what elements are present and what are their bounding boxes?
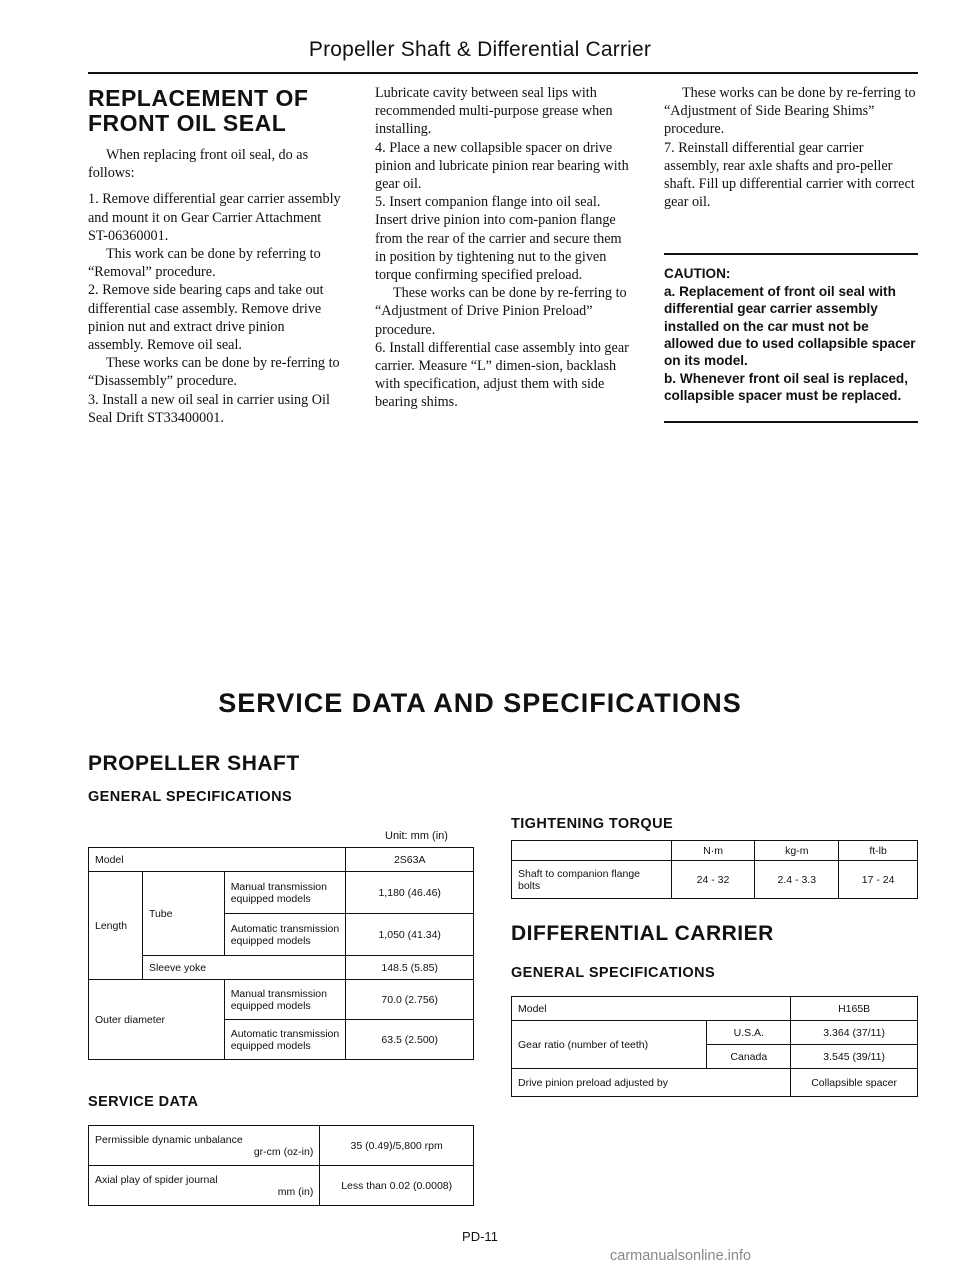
step-7: 7. Reinstall differential gear carrier assembly, rear axle shafts and pro-peller shaft. Fill up differential carrier with correct gear oil. bbox=[664, 139, 915, 211]
intro-text: When replacing front oil seal, do as follows: bbox=[88, 147, 309, 182]
step-2-note: These works can be done by re-ferring to “Disassembly” procedure. bbox=[88, 355, 340, 390]
header-rule bbox=[88, 72, 918, 74]
service-data-table bbox=[88, 1125, 474, 1206]
caution-a: a. Replacement of front oil seal with differential gear carrier assembly installed on the car must not be allowed due to used collapsible spacer on its model. bbox=[664, 283, 916, 369]
table-row: N·m kg-m ft-lb bbox=[512, 841, 918, 861]
unit-label: Unit: mm (in) bbox=[385, 830, 448, 842]
caution-bottom-rule bbox=[664, 421, 918, 423]
table-row: Sleeve yoke 148.5 (5.85) bbox=[89, 956, 474, 980]
column-1 bbox=[88, 86, 343, 427]
step-1-note: This work can be done by referring to “Removal” procedure. bbox=[88, 246, 321, 281]
caution-block bbox=[664, 265, 918, 404]
table-row: Canada 3.545 (39/11) bbox=[512, 1045, 918, 1069]
section-title: REPLACEMENT OF FRONT OIL SEAL bbox=[88, 85, 309, 136]
propeller-shaft-title: PROPELLER SHAFT bbox=[88, 752, 300, 775]
table-row: Automatic transmission equipped models 63.5 (2.500) bbox=[89, 1020, 474, 1060]
step-4: 4. Place a new collapsible spacer on drive pinion and lubricate pinion rear bearing with gear oil. bbox=[375, 139, 629, 193]
page-number: PD-11 bbox=[462, 1229, 498, 1244]
table-row: Drive pinion preload adjusted by Collapsible spacer bbox=[512, 1069, 918, 1097]
caution-title: CAUTION: bbox=[664, 266, 731, 282]
general-specs-title: GENERAL SPECIFICATIONS bbox=[88, 789, 293, 805]
table-row: Outer diameter Manual transmission equipped models 70.0 (2.756) bbox=[89, 980, 474, 1020]
page-header: Propeller Shaft & Differential Carrier bbox=[308, 38, 652, 61]
step-5-note: These works can be done by re-ferring to “Adjustment of Drive Pinion Preload” procedure. bbox=[375, 285, 627, 338]
propeller-spec-table bbox=[88, 847, 474, 1060]
step-2: 2. Remove side bearing caps and take out differential case assembly. Remove drive pinion nut and extract drive pinion assembly. Remove oil seal. bbox=[88, 282, 324, 354]
step-3: 3. Install a new oil seal in carrier using Oil Seal Drift ST33400001. bbox=[88, 391, 330, 426]
column-2 bbox=[375, 84, 631, 412]
lubricate-text: Lubricate cavity between seal lips with recommended multi-purpose grease when installing. bbox=[375, 85, 613, 138]
differential-spec-table bbox=[511, 996, 918, 1097]
watermark: carmanualsonline.info bbox=[610, 1248, 752, 1264]
caution-top-rule bbox=[664, 253, 918, 255]
column-3 bbox=[664, 84, 918, 423]
step-6: 6. Install differential case assembly into gear carrier. Measure “L” dimen-sion, backlash with specification, adjust them with side bearing shims. bbox=[375, 339, 629, 411]
table-row: Automatic transmission equipped models 1,050 (41.34) bbox=[89, 914, 474, 956]
tightening-torque-title: TIGHTENING TORQUE bbox=[511, 816, 674, 832]
step-1: 1. Remove differential gear carrier assembly and mount it on Gear Carrier Attachment ST-06360001. bbox=[88, 191, 341, 244]
service-data-subtitle: SERVICE DATA bbox=[88, 1094, 199, 1110]
differential-carrier-title: DIFFERENTIAL CARRIER bbox=[511, 922, 774, 945]
torque-table bbox=[511, 840, 918, 899]
side-bearing-note: These works can be done by re-ferring to “Adjustment of Side Bearing Shims” procedure. bbox=[664, 85, 916, 138]
table-row: Axial play of spider journal mm (in) Less than 0.02 (0.0008) bbox=[89, 1166, 474, 1206]
table-row: Shaft to companion flange bolts 24 - 32 2.4 - 3.3 17 - 24 bbox=[512, 861, 918, 899]
table-row: Model 2S63A bbox=[89, 848, 474, 872]
step-5: 5. Insert companion flange into oil seal. Insert drive pinion into com-panion flange from the rear of the carrier and secure them in position by tightening nut to the given torque confirming specified preload. bbox=[375, 194, 622, 284]
table-row: Length Tube Manual transmission equipped models 1,180 (46.46) bbox=[89, 872, 474, 914]
service-data-title: SERVICE DATA AND SPECIFICATIONS bbox=[218, 688, 742, 718]
caution-b: b. Whenever front oil seal is replaced, collapsible spacer must be replaced. bbox=[664, 370, 909, 404]
table-row: Model H165B bbox=[512, 997, 918, 1021]
table-row: Gear ratio (number of teeth) U.S.A. 3.364 (37/11) bbox=[512, 1021, 918, 1045]
diff-general-specs-title: GENERAL SPECIFICATIONS bbox=[511, 965, 716, 981]
table-row: Permissible dynamic unbalance gr-cm (oz-in) 35 (0.49)/5,800 rpm bbox=[89, 1126, 474, 1166]
